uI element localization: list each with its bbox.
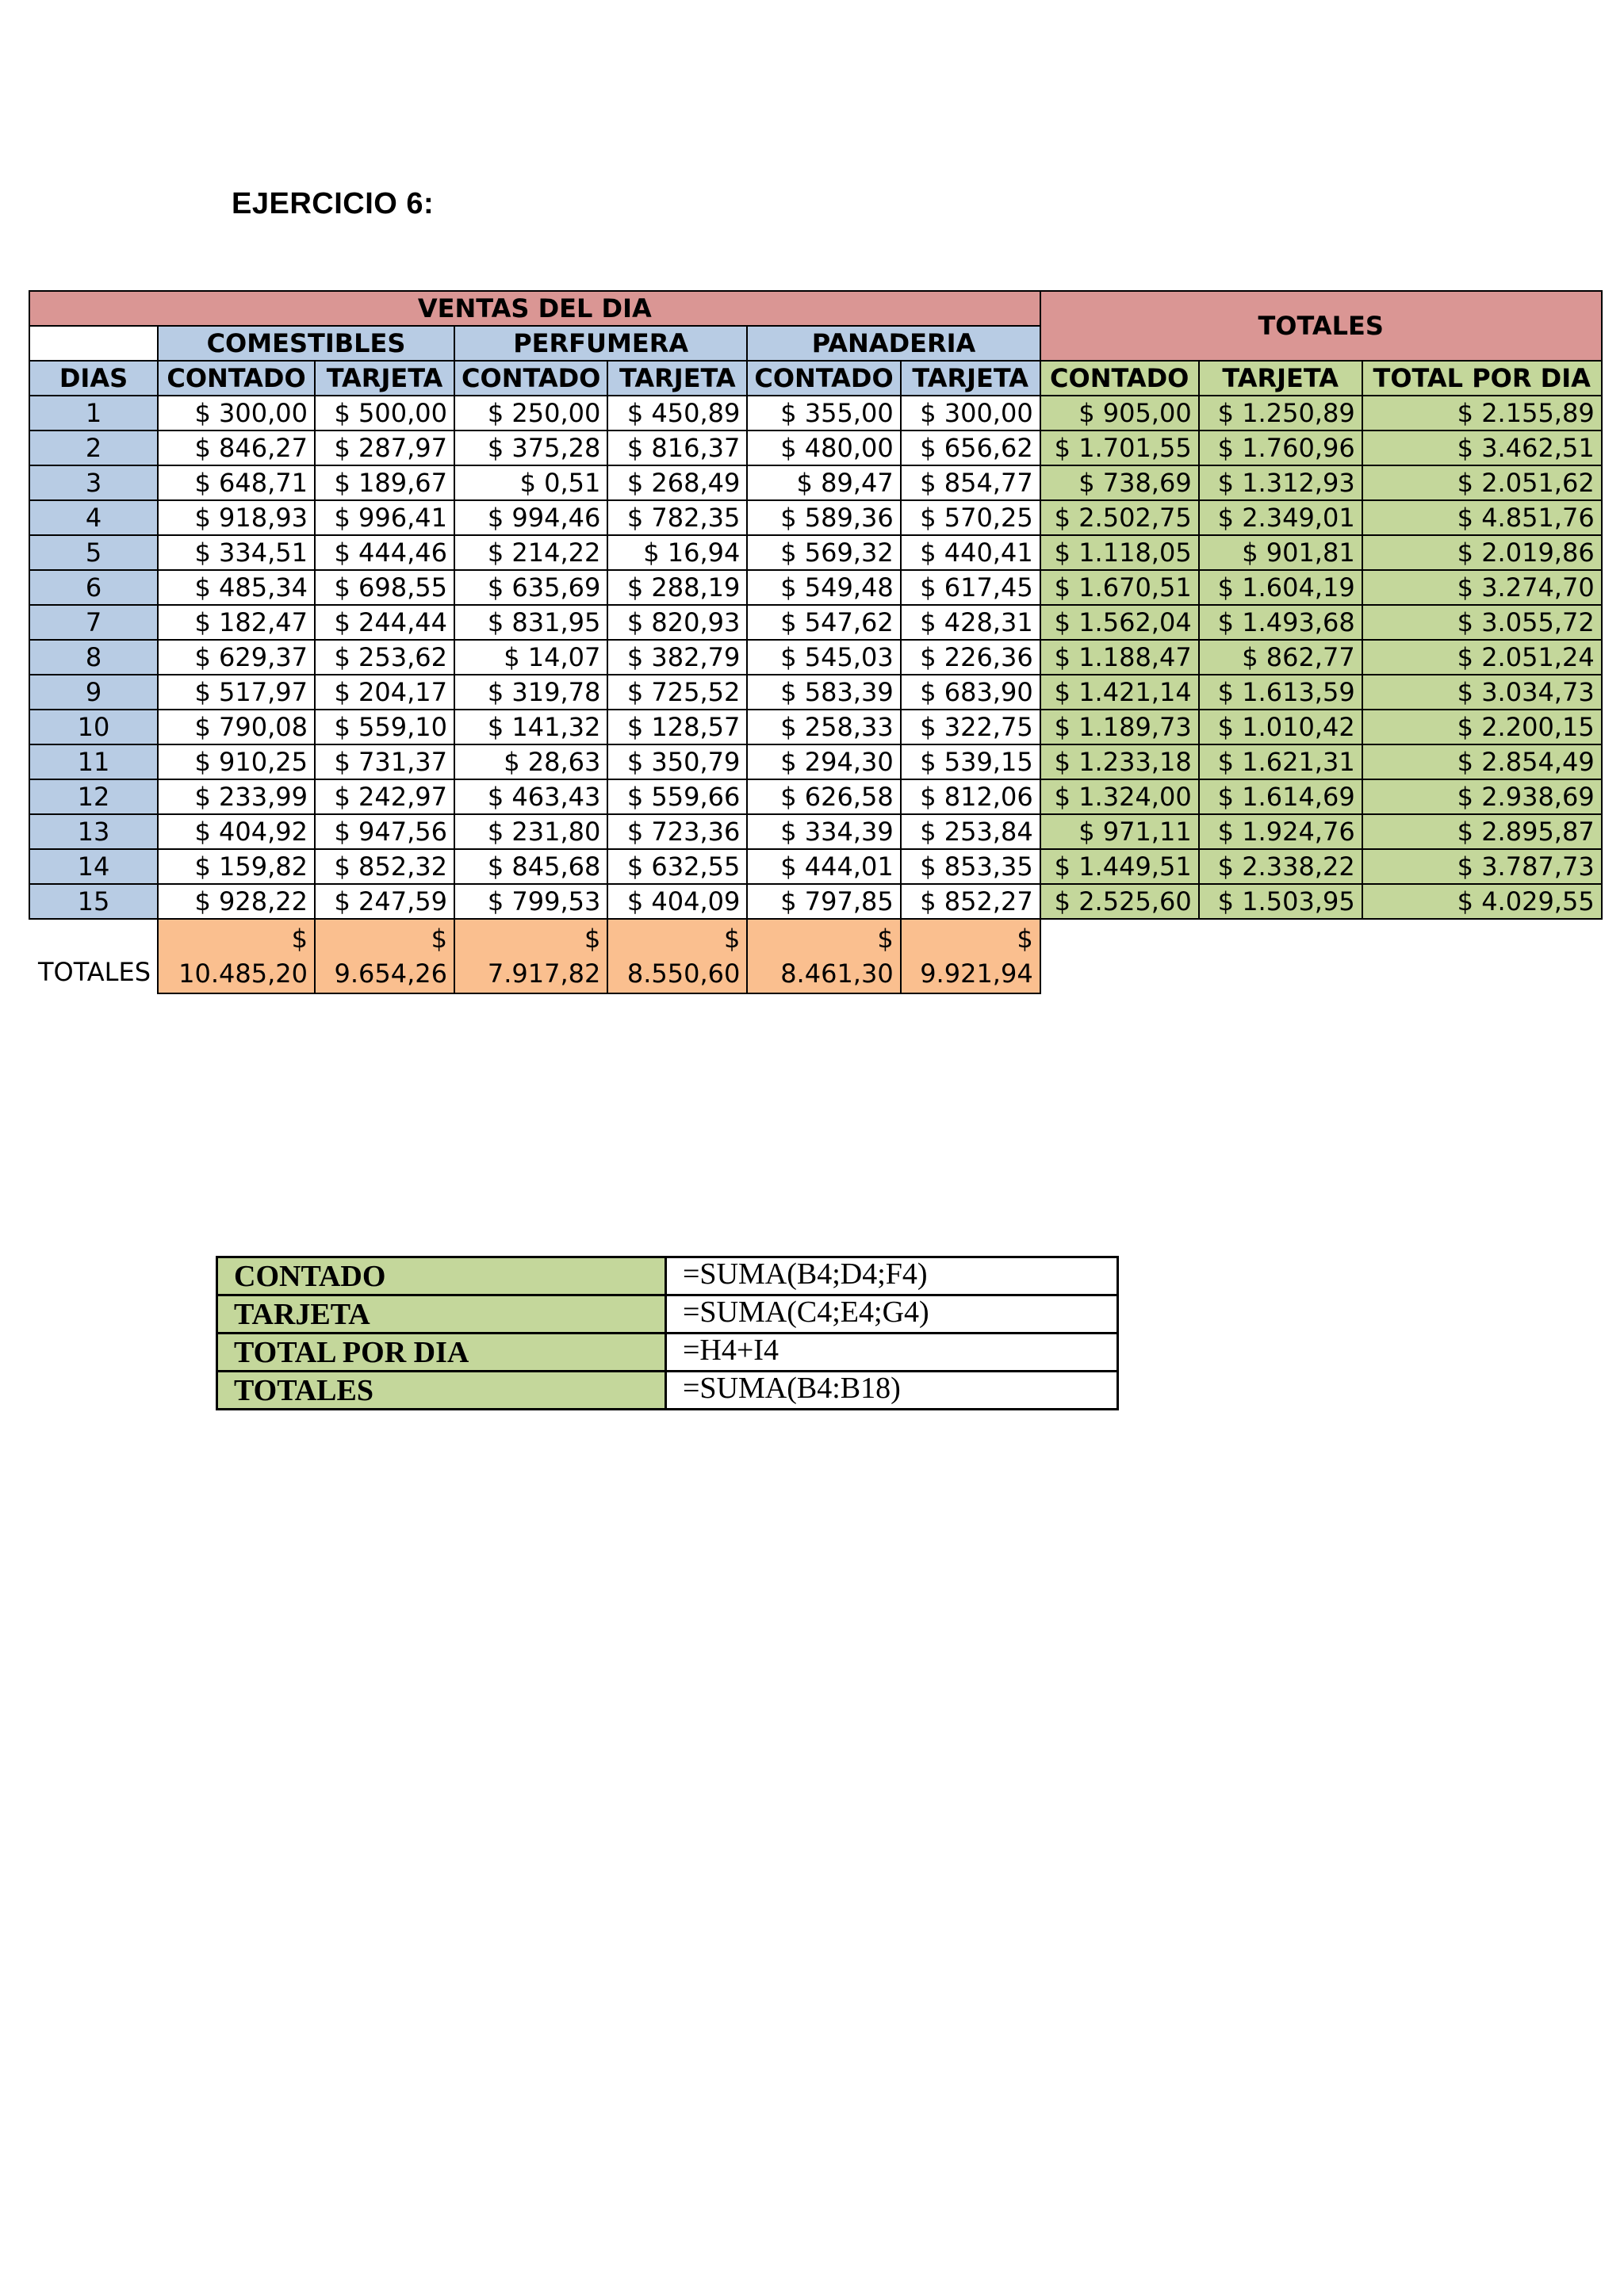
column-header: TOTAL POR DIA bbox=[1362, 361, 1602, 396]
total-cell: $ 2.051,62 bbox=[1362, 465, 1602, 500]
table-cell: $ 928,22 bbox=[158, 884, 315, 919]
table-cell: $ 683,90 bbox=[901, 675, 1040, 710]
table-row bbox=[29, 814, 1602, 849]
formula-value: =SUMA(B4:B18) bbox=[666, 1372, 1118, 1410]
empty-cell bbox=[1199, 919, 1362, 993]
table-row bbox=[29, 710, 1602, 744]
table-cell: $ 559,10 bbox=[315, 710, 454, 744]
table-cell: $ 547,62 bbox=[747, 605, 900, 640]
table-cell: $ 0,51 bbox=[454, 465, 607, 500]
total-cell: $ 905,00 bbox=[1040, 396, 1199, 430]
table-cell: $ 287,97 bbox=[315, 430, 454, 465]
day-cell: 14 bbox=[29, 849, 158, 884]
table-cell: $ 463,43 bbox=[454, 779, 607, 814]
formula-value: =H4+I4 bbox=[666, 1334, 1118, 1372]
table-cell: $ 918,93 bbox=[158, 500, 315, 535]
total-cell: $ 3.034,73 bbox=[1362, 675, 1602, 710]
section-panaderia: PANADERIA bbox=[747, 326, 1040, 361]
table-cell: $ 159,82 bbox=[158, 849, 315, 884]
table-cell: $ 629,37 bbox=[158, 640, 315, 675]
total-cell: $ 2.349,01 bbox=[1199, 500, 1362, 535]
table-cell: $ 258,33 bbox=[747, 710, 900, 744]
empty-cell bbox=[1362, 919, 1602, 993]
column-header: TARJETA bbox=[1199, 361, 1362, 396]
table-cell: $ 244,44 bbox=[315, 605, 454, 640]
table-cell: $ 845,68 bbox=[454, 849, 607, 884]
table-cell: $ 247,59 bbox=[315, 884, 454, 919]
blank-header-cell bbox=[29, 326, 158, 361]
column-total-value: 7.917,82 bbox=[487, 959, 601, 989]
table-cell: $ 854,77 bbox=[901, 465, 1040, 500]
day-cell: 2 bbox=[29, 430, 158, 465]
formula-row bbox=[217, 1257, 1118, 1295]
currency-symbol: $ bbox=[723, 924, 741, 954]
total-cell: $ 2.019,86 bbox=[1362, 535, 1602, 570]
column-header: TARJETA bbox=[607, 361, 747, 396]
total-cell: $ 971,11 bbox=[1040, 814, 1199, 849]
formula-label: CONTADO bbox=[217, 1257, 666, 1295]
table-cell: $ 428,31 bbox=[901, 605, 1040, 640]
total-cell: $ 2.525,60 bbox=[1040, 884, 1199, 919]
total-cell: $ 1.604,19 bbox=[1199, 570, 1362, 605]
total-cell: $ 1.233,18 bbox=[1040, 744, 1199, 779]
total-cell: $ 4.851,76 bbox=[1362, 500, 1602, 535]
table-cell: $ 355,00 bbox=[747, 396, 900, 430]
table-cell: $ 375,28 bbox=[454, 430, 607, 465]
table-cell: $ 214,22 bbox=[454, 535, 607, 570]
total-cell: $ 1.701,55 bbox=[1040, 430, 1199, 465]
table-cell: $ 444,01 bbox=[747, 849, 900, 884]
table-cell: $ 782,35 bbox=[607, 500, 747, 535]
table-cell: $ 626,58 bbox=[747, 779, 900, 814]
total-cell: $ 3.462,51 bbox=[1362, 430, 1602, 465]
total-cell: $ 2.895,87 bbox=[1362, 814, 1602, 849]
table-row bbox=[29, 570, 1602, 605]
column-total-cell bbox=[607, 919, 747, 993]
table-cell: $ 648,71 bbox=[158, 465, 315, 500]
table-cell: $ 820,93 bbox=[607, 605, 747, 640]
column-header: TARJETA bbox=[901, 361, 1040, 396]
table-row bbox=[29, 465, 1602, 500]
day-cell: 1 bbox=[29, 396, 158, 430]
totals-row bbox=[29, 919, 1602, 993]
table-cell: $ 14,07 bbox=[454, 640, 607, 675]
total-cell: $ 2.338,22 bbox=[1199, 849, 1362, 884]
table-cell: $ 632,55 bbox=[607, 849, 747, 884]
total-cell: $ 1.760,96 bbox=[1199, 430, 1362, 465]
total-cell: $ 3.787,73 bbox=[1362, 849, 1602, 884]
column-total-cell bbox=[454, 919, 607, 993]
total-cell: $ 862,77 bbox=[1199, 640, 1362, 675]
column-total-value: 9.654,26 bbox=[334, 959, 447, 989]
table-cell: $ 322,75 bbox=[901, 710, 1040, 744]
table-cell: $ 404,09 bbox=[607, 884, 747, 919]
total-cell: $ 2.051,24 bbox=[1362, 640, 1602, 675]
table-cell: $ 404,92 bbox=[158, 814, 315, 849]
day-cell: 12 bbox=[29, 779, 158, 814]
table-cell: $ 617,45 bbox=[901, 570, 1040, 605]
total-cell: $ 2.938,69 bbox=[1362, 779, 1602, 814]
table-cell: $ 485,34 bbox=[158, 570, 315, 605]
total-cell: $ 1.493,68 bbox=[1199, 605, 1362, 640]
table-cell: $ 440,41 bbox=[901, 535, 1040, 570]
table-cell: $ 852,32 bbox=[315, 849, 454, 884]
total-cell: $ 1.010,42 bbox=[1199, 710, 1362, 744]
column-header: CONTADO bbox=[158, 361, 315, 396]
total-cell: $ 1.924,76 bbox=[1199, 814, 1362, 849]
day-cell: 8 bbox=[29, 640, 158, 675]
table-cell: $ 334,51 bbox=[158, 535, 315, 570]
total-cell: $ 2.854,49 bbox=[1362, 744, 1602, 779]
table-row bbox=[29, 396, 1602, 430]
page-title: EJERCICIO 6: bbox=[232, 187, 435, 220]
day-cell: 6 bbox=[29, 570, 158, 605]
total-cell: $ 738,69 bbox=[1040, 465, 1199, 500]
table-cell: $ 816,37 bbox=[607, 430, 747, 465]
total-cell: $ 1.250,89 bbox=[1199, 396, 1362, 430]
total-cell: $ 1.421,14 bbox=[1040, 675, 1199, 710]
currency-symbol: $ bbox=[877, 924, 894, 954]
total-cell: $ 1.670,51 bbox=[1040, 570, 1199, 605]
table-cell: $ 233,99 bbox=[158, 779, 315, 814]
table-cell: $ 549,48 bbox=[747, 570, 900, 605]
column-header: DIAS bbox=[29, 361, 158, 396]
total-cell: $ 4.029,55 bbox=[1362, 884, 1602, 919]
ventas-del-dia-header: VENTAS DEL DIA bbox=[29, 291, 1040, 326]
totales-header: TOTALES bbox=[1040, 291, 1602, 361]
formula-value: =SUMA(C4;E4;G4) bbox=[666, 1295, 1118, 1334]
column-total-value: 10.485,20 bbox=[178, 959, 308, 989]
formula-row bbox=[217, 1334, 1118, 1372]
table-cell: $ 226,36 bbox=[901, 640, 1040, 675]
table-cell: $ 583,39 bbox=[747, 675, 900, 710]
table-cell: $ 268,49 bbox=[607, 465, 747, 500]
column-total-value: 8.550,60 bbox=[626, 959, 741, 989]
formula-value: =SUMA(B4;D4;F4) bbox=[666, 1257, 1118, 1295]
table-cell: $ 731,37 bbox=[315, 744, 454, 779]
table-cell: $ 16,94 bbox=[607, 535, 747, 570]
total-cell: $ 1.621,31 bbox=[1199, 744, 1362, 779]
table-cell: $ 334,39 bbox=[747, 814, 900, 849]
table-cell: $ 288,19 bbox=[607, 570, 747, 605]
table-cell: $ 141,32 bbox=[454, 710, 607, 744]
table-cell: $ 797,85 bbox=[747, 884, 900, 919]
table-cell: $ 204,17 bbox=[315, 675, 454, 710]
table-row bbox=[29, 675, 1602, 710]
table-cell: $ 253,62 bbox=[315, 640, 454, 675]
currency-symbol: $ bbox=[1017, 924, 1033, 954]
sales-table-body bbox=[29, 396, 1602, 919]
table-row bbox=[29, 430, 1602, 465]
table-row bbox=[29, 884, 1602, 919]
table-cell: $ 189,67 bbox=[315, 465, 454, 500]
day-cell: 15 bbox=[29, 884, 158, 919]
sales-table bbox=[29, 290, 1603, 994]
column-total-cell bbox=[747, 919, 900, 993]
table-cell: $ 846,27 bbox=[158, 430, 315, 465]
table-cell: $ 656,62 bbox=[901, 430, 1040, 465]
table-cell: $ 790,08 bbox=[158, 710, 315, 744]
table-cell: $ 182,47 bbox=[158, 605, 315, 640]
table-cell: $ 89,47 bbox=[747, 465, 900, 500]
table-cell: $ 852,27 bbox=[901, 884, 1040, 919]
formulas-table bbox=[216, 1256, 1119, 1410]
column-header: CONTADO bbox=[747, 361, 900, 396]
table-cell: $ 128,57 bbox=[607, 710, 747, 744]
formula-label: TOTALES bbox=[217, 1372, 666, 1410]
table-cell: $ 294,30 bbox=[747, 744, 900, 779]
table-cell: $ 545,03 bbox=[747, 640, 900, 675]
column-total-value: 9.921,94 bbox=[920, 959, 1033, 989]
total-cell: $ 901,81 bbox=[1199, 535, 1362, 570]
table-row bbox=[29, 744, 1602, 779]
table-cell: $ 723,36 bbox=[607, 814, 747, 849]
total-cell: $ 3.055,72 bbox=[1362, 605, 1602, 640]
column-total-value: 8.461,30 bbox=[780, 959, 894, 989]
table-cell: $ 382,79 bbox=[607, 640, 747, 675]
section-perfumera: PERFUMERA bbox=[454, 326, 747, 361]
table-cell: $ 698,55 bbox=[315, 570, 454, 605]
table-cell: $ 569,32 bbox=[747, 535, 900, 570]
formula-label: TARJETA bbox=[217, 1295, 666, 1334]
total-cell: $ 1.614,69 bbox=[1199, 779, 1362, 814]
table-cell: $ 831,95 bbox=[454, 605, 607, 640]
day-cell: 4 bbox=[29, 500, 158, 535]
table-cell: $ 570,25 bbox=[901, 500, 1040, 535]
column-header: CONTADO bbox=[1040, 361, 1199, 396]
table-cell: $ 725,52 bbox=[607, 675, 747, 710]
day-cell: 13 bbox=[29, 814, 158, 849]
total-cell: $ 1.503,95 bbox=[1199, 884, 1362, 919]
column-header: TARJETA bbox=[315, 361, 454, 396]
table-cell: $ 242,97 bbox=[315, 779, 454, 814]
currency-symbol: $ bbox=[291, 924, 308, 954]
table-row bbox=[29, 500, 1602, 535]
empty-cell bbox=[1040, 919, 1199, 993]
total-cell: $ 1.613,59 bbox=[1199, 675, 1362, 710]
column-total-cell bbox=[315, 919, 454, 993]
table-cell: $ 799,53 bbox=[454, 884, 607, 919]
currency-symbol: $ bbox=[584, 924, 601, 954]
table-cell: $ 517,97 bbox=[158, 675, 315, 710]
table-cell: $ 539,15 bbox=[901, 744, 1040, 779]
column-header-row bbox=[29, 361, 1602, 396]
total-cell: $ 1.324,00 bbox=[1040, 779, 1199, 814]
table-cell: $ 300,00 bbox=[158, 396, 315, 430]
day-cell: 3 bbox=[29, 465, 158, 500]
table-cell: $ 319,78 bbox=[454, 675, 607, 710]
table-cell: $ 350,79 bbox=[607, 744, 747, 779]
formula-row bbox=[217, 1372, 1118, 1410]
table-cell: $ 853,35 bbox=[901, 849, 1040, 884]
table-row bbox=[29, 605, 1602, 640]
table-cell: $ 480,00 bbox=[747, 430, 900, 465]
totals-label: TOTALES bbox=[37, 957, 151, 987]
table-cell: $ 250,00 bbox=[454, 396, 607, 430]
table-cell: $ 910,25 bbox=[158, 744, 315, 779]
column-total-cell bbox=[901, 919, 1040, 993]
formula-row bbox=[217, 1295, 1118, 1334]
formula-label: TOTAL POR DIA bbox=[217, 1334, 666, 1372]
day-cell: 10 bbox=[29, 710, 158, 744]
table-cell: $ 300,00 bbox=[901, 396, 1040, 430]
total-cell: $ 1.312,93 bbox=[1199, 465, 1362, 500]
column-total-cell bbox=[158, 919, 315, 993]
table-row bbox=[29, 779, 1602, 814]
table-row bbox=[29, 640, 1602, 675]
day-cell: 5 bbox=[29, 535, 158, 570]
column-header: CONTADO bbox=[454, 361, 607, 396]
table-cell: $ 253,84 bbox=[901, 814, 1040, 849]
table-cell: $ 996,41 bbox=[315, 500, 454, 535]
total-cell: $ 2.502,75 bbox=[1040, 500, 1199, 535]
table-row bbox=[29, 849, 1602, 884]
table-cell: $ 450,89 bbox=[607, 396, 747, 430]
total-cell: $ 3.274,70 bbox=[1362, 570, 1602, 605]
section-comestibles: COMESTIBLES bbox=[158, 326, 454, 361]
day-cell: 9 bbox=[29, 675, 158, 710]
table-cell: $ 444,46 bbox=[315, 535, 454, 570]
table-row bbox=[29, 535, 1602, 570]
total-cell: $ 1.189,73 bbox=[1040, 710, 1199, 744]
table-cell: $ 635,69 bbox=[454, 570, 607, 605]
total-cell: $ 1.562,04 bbox=[1040, 605, 1199, 640]
table-cell: $ 231,80 bbox=[454, 814, 607, 849]
table-cell: $ 947,56 bbox=[315, 814, 454, 849]
table-cell: $ 559,66 bbox=[607, 779, 747, 814]
total-cell: $ 1.449,51 bbox=[1040, 849, 1199, 884]
day-cell: 11 bbox=[29, 744, 158, 779]
currency-symbol: $ bbox=[431, 924, 447, 954]
table-cell: $ 28,63 bbox=[454, 744, 607, 779]
total-cell: $ 1.188,47 bbox=[1040, 640, 1199, 675]
table-cell: $ 812,06 bbox=[901, 779, 1040, 814]
day-cell: 7 bbox=[29, 605, 158, 640]
total-cell: $ 2.200,15 bbox=[1362, 710, 1602, 744]
table-cell: $ 500,00 bbox=[315, 396, 454, 430]
table-cell: $ 994,46 bbox=[454, 500, 607, 535]
total-cell: $ 2.155,89 bbox=[1362, 396, 1602, 430]
total-cell: $ 1.118,05 bbox=[1040, 535, 1199, 570]
table-cell: $ 589,36 bbox=[747, 500, 900, 535]
